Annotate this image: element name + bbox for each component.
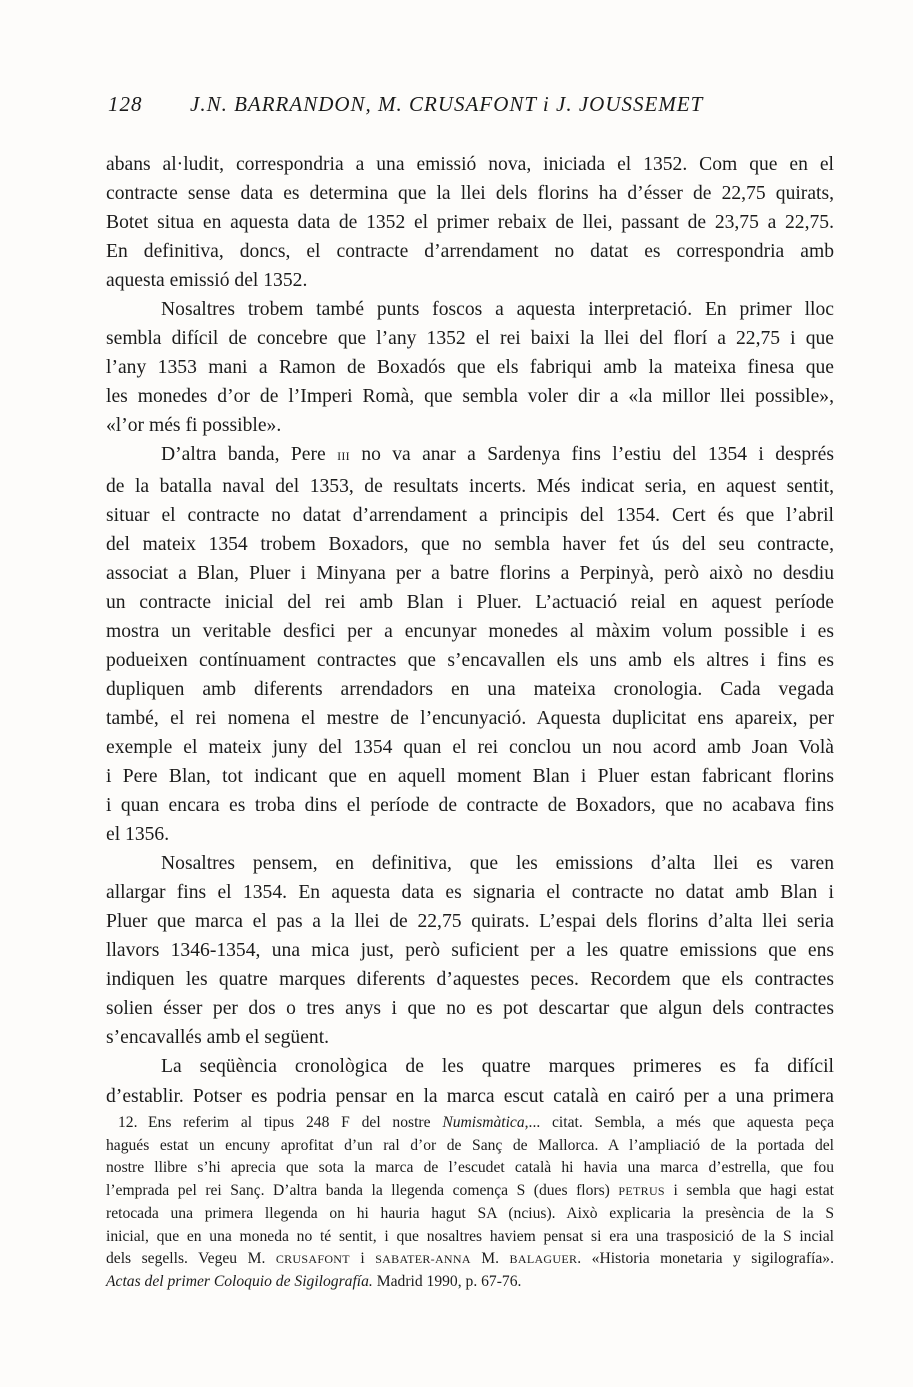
footnote-title: Numismàtica	[442, 1114, 525, 1131]
text-line: aquesta emissió del 1352.	[106, 270, 308, 292]
text-line: Nosaltres trobem també punts foscos a aquesta interpretació. En primer lloc	[161, 299, 834, 321]
text-line: En definitiva, doncs, el contracte d’arrendament no datat es correspondria amb	[106, 241, 834, 263]
footnote-text: l’emprada pel rei Sanç. D’altra banda la llegenda comença S (dues flors)	[106, 1182, 610, 1200]
text-line: solien ésser per dos o tres anys i que no es pot descartar que algun dels contractes	[106, 998, 834, 1020]
text-line: s’encavallés amb el següent.	[106, 1027, 330, 1049]
footnote-text: i sembla que hagi estat	[673, 1182, 835, 1200]
text-line: La seqüència cronològica de les quatre marques primeres es fa difícil	[161, 1056, 834, 1078]
text-line: llavors 1346-1354, una mica just, però suficient per a les quatre emissions que ens	[106, 940, 834, 962]
text-line: mostra un veritable desfici per a encunyar monedes al màxim volum possible i es	[106, 620, 834, 642]
text-line: i quan encara es troba dins el període de contracte de Boxadors, que no acabava fins	[106, 795, 834, 817]
footnote-number: 12.	[118, 1114, 138, 1131]
footnote-line: inicial, que en una moneda no té sentit, i que nosaltres haviem pensat si era una trasposició de la S incial	[106, 1227, 834, 1245]
text-line: del mateix 1354 trobem Boxadors, que no sembla haver fet ús del seu contracte,	[106, 533, 834, 555]
text-line: situar el contracte no datat d’arrendament a principis del 1354. Cert és que l’abril	[106, 504, 834, 526]
footnote-line: nostre llibre s’hi aprecia que sota la marca de l’escudet català hi havia una marca d’estrella, que fou	[106, 1159, 834, 1177]
text-line: sembla difícil de concebre que l’any 1352 el rei baixi la llei del florí a 22,75 i que	[106, 328, 834, 350]
text-line: un contracte inicial del rei amb Blan i Pluer. L’actuació reial en aquest període	[106, 591, 834, 613]
footnote-title: Actas del primer Coloquio de Sigilografía.	[106, 1272, 373, 1290]
footnote-text: M.	[481, 1250, 500, 1268]
text-line: podueixen contínuament contractes que s’encavallen els uns amb els altres i fins es	[106, 649, 834, 671]
footnote-text: i	[360, 1250, 365, 1268]
footnote-line	[106, 1112, 834, 1135]
footnote-text: Madrid 1990, p. 67-76.	[376, 1272, 522, 1290]
text-line: dupliquen amb diferents arrendadors en una mateixa cronologia. Cada vegada	[106, 678, 834, 700]
footnote-line: hagués estat un encuny aprofitat d’un ral d’or de Sanç de Mallorca. A l’ampliació de la portada del	[106, 1136, 834, 1154]
footnote-text: Ens referim al tipus 248 F del nostre	[148, 1114, 431, 1131]
text-line: «l’or més fi possible».	[106, 415, 282, 437]
footnotes	[106, 1112, 834, 1294]
body-text	[106, 150, 834, 1111]
text-segment: no va anar a Sardenya fins l’estiu del 1354 i després	[361, 444, 834, 466]
footnote-line: retocada una primera llegenda on hi hauria hagut SA (ncius). Això explicaria la presència de la S	[106, 1204, 834, 1222]
text-line: l’any 1353 mani a Ramon de Boxadós que els fabriqui amb la mateixa finesa que	[106, 357, 834, 379]
text-line: indiquen les quatre marques diferents d’aquestes peces. Recordem que els contractes	[106, 969, 834, 991]
text-line: Botet situa en aquesta data de 1352 el primer rebaix de llei, passant de 23,75 a 22,75.	[106, 212, 834, 234]
footnote-text: ,... citat. Sembla, a més que aquesta peça	[524, 1114, 834, 1131]
text-line: i Pere Blan, tot indicant que en aquell moment Blan i Pluer estan fabricant florins	[106, 765, 834, 787]
text-line: allargar fins el 1354. En aquesta data es signaria el contracte no datat amb Blan i	[106, 882, 834, 904]
author-name: CRUSAFONT	[275, 1252, 350, 1267]
footnote-text: . «Historia monetaria y sigilografía».	[577, 1250, 834, 1268]
text-line: contracte sense data es determina que la llei dels florins ha d’ésser de 22,75 quirats,	[106, 183, 834, 205]
text-line: les monedes d’or de l’Imperi Romà, que sembla voler dir a «la millor llei possible»,	[106, 386, 834, 408]
text-line: Nosaltres pensem, en definitiva, que les emissions d’alta llei es varen	[161, 853, 834, 875]
footnote-line	[106, 1180, 834, 1203]
small-caps-word: PETRUS	[618, 1184, 665, 1199]
text-line	[106, 440, 834, 471]
author-name: SABATER-ANNA	[375, 1252, 471, 1267]
footnote-line	[106, 1248, 834, 1271]
footnote-line	[106, 1271, 834, 1294]
text-line: associat a Blan, Pluer i Minyana per a batre florins a Perpinyà, però això no desdiu	[106, 562, 834, 584]
text-line: de la batalla naval del 1353, de resultats incerts. Més indicat seria, en aquest sentit,	[106, 475, 834, 497]
text-line: també, el rei nomena el mestre de l’encunyació. Aquesta duplicitat ens apareix, per	[106, 707, 834, 729]
text-line: d’establir. Potser es podria pensar en la marca escut català en cairó per a una primera	[106, 1085, 834, 1107]
text-line: Pluer que marca el pas a la llei de 22,75 quirats. L’espai dels florins d’alta llei seria	[106, 911, 834, 933]
running-title: J.N. BARRANDON, M. CRUSAFONT i J. JOUSSEMET	[190, 92, 704, 116]
running-header	[108, 92, 828, 117]
page-number: 128	[108, 92, 143, 116]
text-line: exemple el mateix juny del 1354 quan el rei conclou un nou acord amb Joan Volà	[106, 736, 834, 758]
text-line: el 1356.	[106, 824, 170, 846]
author-name: BALAGUER	[509, 1252, 578, 1267]
footnote-text: dels segells. Vegeu M.	[106, 1250, 266, 1268]
text-segment: D’altra banda, Pere	[161, 444, 326, 466]
roman-numeral: III	[337, 449, 350, 464]
text-line: abans al·ludit, correspondria a una emissió nova, iniciada el 1352. Com que en el	[106, 154, 834, 175]
